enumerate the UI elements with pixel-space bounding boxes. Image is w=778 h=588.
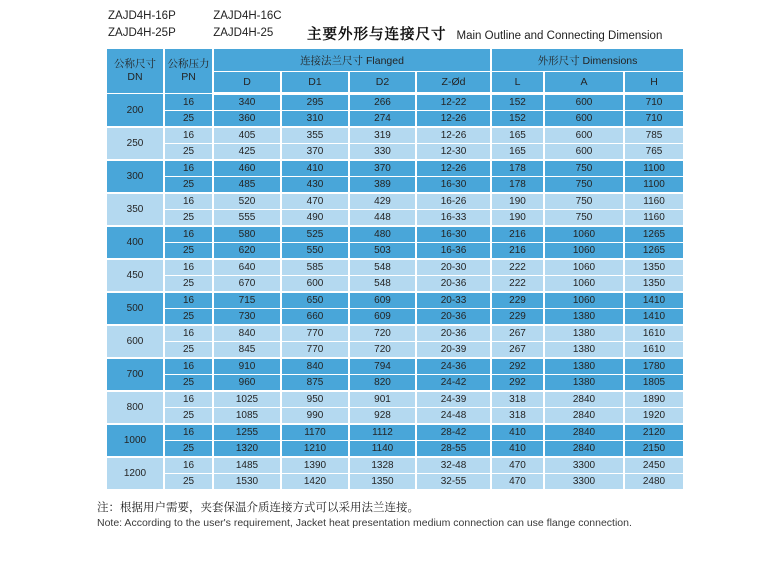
col-header-pn <box>164 49 213 94</box>
cell-z_od: 20-33 <box>416 292 491 309</box>
page-title-en: Main Outline and Connecting Dimension <box>456 30 663 42</box>
col-header-a: A <box>544 72 624 94</box>
table-row <box>106 325 684 342</box>
cell-h: 1350 <box>624 276 684 293</box>
col-group-dimensions: 外形尺寸 Dimensions <box>491 49 684 72</box>
cell-a: 2840 <box>544 408 624 425</box>
cell-z_od: 24-48 <box>416 408 491 425</box>
col-header-dn-zh: 公称尺寸 <box>114 58 156 70</box>
cell-l: 470 <box>491 474 544 491</box>
cell-d1: 650 <box>281 292 349 309</box>
cell-d: 580 <box>213 226 281 243</box>
table-row <box>106 177 684 194</box>
cell-dn: 450 <box>106 259 164 292</box>
cell-d2: 720 <box>349 325 416 342</box>
table-row <box>106 424 684 441</box>
cell-a: 3300 <box>544 474 624 491</box>
cell-pn: 16 <box>164 193 213 210</box>
cell-pn: 25 <box>164 309 213 326</box>
cell-a: 1380 <box>544 375 624 392</box>
cell-h: 1780 <box>624 358 684 375</box>
model-codes <box>108 8 315 42</box>
table-row <box>106 309 684 326</box>
cell-d: 360 <box>213 111 281 128</box>
cell-pn: 25 <box>164 210 213 227</box>
cell-l: 267 <box>491 342 544 359</box>
cell-d2: 274 <box>349 111 416 128</box>
cell-d2: 1328 <box>349 457 416 474</box>
cell-z_od: 16-36 <box>416 243 491 260</box>
cell-d1: 430 <box>281 177 349 194</box>
cell-d: 670 <box>213 276 281 293</box>
cell-d2: 319 <box>349 127 416 144</box>
table-row <box>106 144 684 161</box>
cell-l: 165 <box>491 144 544 161</box>
cell-d1: 1170 <box>281 424 349 441</box>
cell-h: 1805 <box>624 375 684 392</box>
cell-pn: 25 <box>164 243 213 260</box>
footer-notes <box>97 501 632 531</box>
cell-d: 715 <box>213 292 281 309</box>
table-row <box>106 160 684 177</box>
cell-pn: 16 <box>164 391 213 408</box>
cell-d: 730 <box>213 309 281 326</box>
cell-z_od: 20-36 <box>416 309 491 326</box>
cell-d1: 770 <box>281 325 349 342</box>
table-row <box>106 259 684 276</box>
table-row <box>106 226 684 243</box>
cell-d1: 1390 <box>281 457 349 474</box>
model-code: ZAJD4H-25P <box>108 27 176 39</box>
cell-z_od: 24-39 <box>416 391 491 408</box>
cell-d1: 840 <box>281 358 349 375</box>
cell-pn: 16 <box>164 127 213 144</box>
cell-z_od: 16-30 <box>416 226 491 243</box>
cell-l: 267 <box>491 325 544 342</box>
cell-h: 2480 <box>624 474 684 491</box>
cell-d2: 548 <box>349 276 416 293</box>
cell-dn: 500 <box>106 292 164 325</box>
dimension-spec-table <box>105 48 685 491</box>
cell-z_od: 28-42 <box>416 424 491 441</box>
cell-a: 2840 <box>544 391 624 408</box>
cell-pn: 16 <box>164 226 213 243</box>
cell-pn: 16 <box>164 259 213 276</box>
cell-z_od: 16-33 <box>416 210 491 227</box>
table-row <box>106 193 684 210</box>
cell-h: 1160 <box>624 210 684 227</box>
cell-pn: 25 <box>164 441 213 458</box>
cell-a: 1380 <box>544 309 624 326</box>
cell-d: 620 <box>213 243 281 260</box>
model-code: ZAJD4H-25 <box>213 27 274 39</box>
cell-pn: 16 <box>164 94 213 111</box>
table-row <box>106 94 684 111</box>
cell-h: 1920 <box>624 408 684 425</box>
model-codes-row1 <box>108 8 315 25</box>
spec-table-header <box>106 49 684 94</box>
cell-dn: 1200 <box>106 457 164 490</box>
cell-h: 1610 <box>624 325 684 342</box>
cell-l: 152 <box>491 94 544 111</box>
cell-pn: 16 <box>164 325 213 342</box>
cell-a: 600 <box>544 144 624 161</box>
cell-h: 765 <box>624 144 684 161</box>
table-row <box>106 375 684 392</box>
cell-a: 750 <box>544 193 624 210</box>
cell-h: 1160 <box>624 193 684 210</box>
cell-pn: 16 <box>164 358 213 375</box>
table-row <box>106 243 684 260</box>
cell-d: 425 <box>213 144 281 161</box>
cell-z_od: 12-26 <box>416 127 491 144</box>
cell-a: 2840 <box>544 424 624 441</box>
cell-z_od: 20-36 <box>416 276 491 293</box>
cell-z_od: 32-48 <box>416 457 491 474</box>
cell-a: 750 <box>544 160 624 177</box>
table-row <box>106 111 684 128</box>
cell-d: 340 <box>213 94 281 111</box>
cell-d2: 330 <box>349 144 416 161</box>
cell-h: 710 <box>624 111 684 128</box>
cell-d2: 503 <box>349 243 416 260</box>
col-group-flanged: 连接法兰尺寸 Flanged <box>213 49 491 72</box>
cell-d: 1320 <box>213 441 281 458</box>
cell-a: 600 <box>544 111 624 128</box>
cell-pn: 25 <box>164 342 213 359</box>
cell-d1: 660 <box>281 309 349 326</box>
cell-d2: 389 <box>349 177 416 194</box>
cell-d2: 448 <box>349 210 416 227</box>
cell-l: 222 <box>491 276 544 293</box>
header-group-row <box>106 49 684 72</box>
cell-h: 1265 <box>624 243 684 260</box>
cell-d2: 266 <box>349 94 416 111</box>
cell-l: 410 <box>491 441 544 458</box>
cell-d1: 600 <box>281 276 349 293</box>
cell-d2: 609 <box>349 292 416 309</box>
cell-dn: 600 <box>106 325 164 358</box>
table-row <box>106 358 684 375</box>
cell-d2: 820 <box>349 375 416 392</box>
cell-a: 1060 <box>544 226 624 243</box>
col-header-l: L <box>491 72 544 94</box>
cell-d1: 525 <box>281 226 349 243</box>
table-row <box>106 342 684 359</box>
cell-pn: 25 <box>164 375 213 392</box>
col-header-d1: D1 <box>281 72 349 94</box>
cell-d2: 1350 <box>349 474 416 491</box>
cell-l: 222 <box>491 259 544 276</box>
cell-a: 600 <box>544 94 624 111</box>
cell-dn: 800 <box>106 391 164 424</box>
table-row <box>106 457 684 474</box>
cell-a: 2840 <box>544 441 624 458</box>
cell-l: 292 <box>491 375 544 392</box>
cell-d1: 410 <box>281 160 349 177</box>
cell-d1: 370 <box>281 144 349 161</box>
cell-l: 318 <box>491 391 544 408</box>
cell-d: 840 <box>213 325 281 342</box>
cell-dn: 250 <box>106 127 164 160</box>
cell-pn: 25 <box>164 276 213 293</box>
cell-d1: 1420 <box>281 474 349 491</box>
table-row <box>106 474 684 491</box>
note-zh: 注：根据用户需要，夹套保温介质连接方式可以采用法兰连接。 <box>97 502 419 514</box>
cell-h: 2150 <box>624 441 684 458</box>
cell-h: 1100 <box>624 160 684 177</box>
cell-pn: 25 <box>164 474 213 491</box>
cell-l: 165 <box>491 127 544 144</box>
cell-l: 229 <box>491 292 544 309</box>
cell-d: 640 <box>213 259 281 276</box>
cell-l: 216 <box>491 243 544 260</box>
cell-d: 910 <box>213 358 281 375</box>
cell-pn: 16 <box>164 424 213 441</box>
cell-z_od: 16-30 <box>416 177 491 194</box>
cell-dn: 350 <box>106 193 164 226</box>
col-header-h: H <box>624 72 684 94</box>
cell-d2: 480 <box>349 226 416 243</box>
cell-d2: 1140 <box>349 441 416 458</box>
cell-a: 3300 <box>544 457 624 474</box>
cell-d: 485 <box>213 177 281 194</box>
cell-l: 190 <box>491 193 544 210</box>
cell-d1: 470 <box>281 193 349 210</box>
cell-z_od: 12-26 <box>416 111 491 128</box>
cell-dn: 300 <box>106 160 164 193</box>
cell-d1: 550 <box>281 243 349 260</box>
cell-h: 1350 <box>624 259 684 276</box>
cell-pn: 16 <box>164 160 213 177</box>
cell-d: 1485 <box>213 457 281 474</box>
cell-pn: 25 <box>164 408 213 425</box>
cell-d: 520 <box>213 193 281 210</box>
cell-l: 178 <box>491 160 544 177</box>
cell-d2: 370 <box>349 160 416 177</box>
cell-pn: 16 <box>164 457 213 474</box>
cell-h: 2120 <box>624 424 684 441</box>
cell-d2: 720 <box>349 342 416 359</box>
cell-d1: 950 <box>281 391 349 408</box>
cell-a: 1060 <box>544 292 624 309</box>
cell-d2: 901 <box>349 391 416 408</box>
cell-h: 1100 <box>624 177 684 194</box>
col-header-z-od: Z-Ød <box>416 72 491 94</box>
cell-h: 2450 <box>624 457 684 474</box>
cell-a: 1380 <box>544 342 624 359</box>
cell-pn: 25 <box>164 111 213 128</box>
cell-z_od: 12-26 <box>416 160 491 177</box>
cell-a: 1060 <box>544 259 624 276</box>
table-row <box>106 127 684 144</box>
cell-d1: 490 <box>281 210 349 227</box>
cell-dn: 700 <box>106 358 164 391</box>
cell-d2: 429 <box>349 193 416 210</box>
cell-h: 1265 <box>624 226 684 243</box>
col-header-d2: D2 <box>349 72 416 94</box>
cell-z_od: 20-39 <box>416 342 491 359</box>
col-header-dn-en: DN <box>127 71 143 83</box>
cell-z_od: 12-30 <box>416 144 491 161</box>
cell-d: 845 <box>213 342 281 359</box>
cell-d1: 295 <box>281 94 349 111</box>
cell-d2: 794 <box>349 358 416 375</box>
cell-d: 405 <box>213 127 281 144</box>
cell-d1: 875 <box>281 375 349 392</box>
page-title-zh: 主要外形与连接尺寸 <box>307 27 447 43</box>
cell-d1: 585 <box>281 259 349 276</box>
cell-z_od: 20-36 <box>416 325 491 342</box>
cell-a: 600 <box>544 127 624 144</box>
cell-a: 1380 <box>544 325 624 342</box>
model-code: ZAJD4H-16P <box>108 10 176 22</box>
spec-table-body <box>106 94 684 491</box>
cell-d1: 1210 <box>281 441 349 458</box>
cell-a: 1060 <box>544 276 624 293</box>
cell-l: 152 <box>491 111 544 128</box>
note-en: Note: According to the user's requirement, Jacket heat presentation medium connection can use flange connection. <box>97 517 632 529</box>
cell-h: 1410 <box>624 309 684 326</box>
col-header-pn-zh: 公称压力 <box>167 58 210 70</box>
cell-d1: 770 <box>281 342 349 359</box>
table-row <box>106 441 684 458</box>
cell-a: 750 <box>544 177 624 194</box>
cell-l: 216 <box>491 226 544 243</box>
cell-z_od: 16-26 <box>416 193 491 210</box>
cell-d: 1530 <box>213 474 281 491</box>
table-row <box>106 408 684 425</box>
cell-d2: 1112 <box>349 424 416 441</box>
cell-dn: 400 <box>106 226 164 259</box>
cell-l: 470 <box>491 457 544 474</box>
cell-h: 785 <box>624 127 684 144</box>
cell-z_od: 28-55 <box>416 441 491 458</box>
cell-d: 555 <box>213 210 281 227</box>
cell-h: 1890 <box>624 391 684 408</box>
cell-a: 1380 <box>544 358 624 375</box>
table-row <box>106 292 684 309</box>
cell-d1: 355 <box>281 127 349 144</box>
cell-l: 410 <box>491 424 544 441</box>
table-row <box>106 276 684 293</box>
cell-l: 292 <box>491 358 544 375</box>
cell-d: 960 <box>213 375 281 392</box>
cell-h: 1610 <box>624 342 684 359</box>
cell-l: 318 <box>491 408 544 425</box>
table-row <box>106 391 684 408</box>
page-title <box>307 23 662 44</box>
cell-d: 1025 <box>213 391 281 408</box>
cell-z_od: 20-30 <box>416 259 491 276</box>
cell-h: 710 <box>624 94 684 111</box>
table-row <box>106 210 684 227</box>
cell-z_od: 24-42 <box>416 375 491 392</box>
cell-pn: 25 <box>164 177 213 194</box>
cell-d: 1255 <box>213 424 281 441</box>
cell-h: 1410 <box>624 292 684 309</box>
cell-a: 1060 <box>544 243 624 260</box>
cell-d2: 928 <box>349 408 416 425</box>
cell-d1: 310 <box>281 111 349 128</box>
model-code: ZAJD4H-16C <box>213 10 282 22</box>
cell-dn: 1000 <box>106 424 164 457</box>
cell-d2: 609 <box>349 309 416 326</box>
cell-l: 178 <box>491 177 544 194</box>
cell-d: 460 <box>213 160 281 177</box>
cell-d1: 990 <box>281 408 349 425</box>
col-header-pn-en: PN <box>181 71 196 83</box>
cell-d: 1085 <box>213 408 281 425</box>
cell-pn: 16 <box>164 292 213 309</box>
cell-l: 229 <box>491 309 544 326</box>
cell-a: 750 <box>544 210 624 227</box>
model-codes-row2 <box>108 25 315 42</box>
cell-z_od: 24-36 <box>416 358 491 375</box>
col-header-d: D <box>213 72 281 94</box>
cell-l: 190 <box>491 210 544 227</box>
cell-pn: 25 <box>164 144 213 161</box>
cell-z_od: 32-55 <box>416 474 491 491</box>
col-header-dn <box>106 49 164 94</box>
cell-d2: 548 <box>349 259 416 276</box>
cell-dn: 200 <box>106 94 164 128</box>
cell-z_od: 12-22 <box>416 94 491 111</box>
